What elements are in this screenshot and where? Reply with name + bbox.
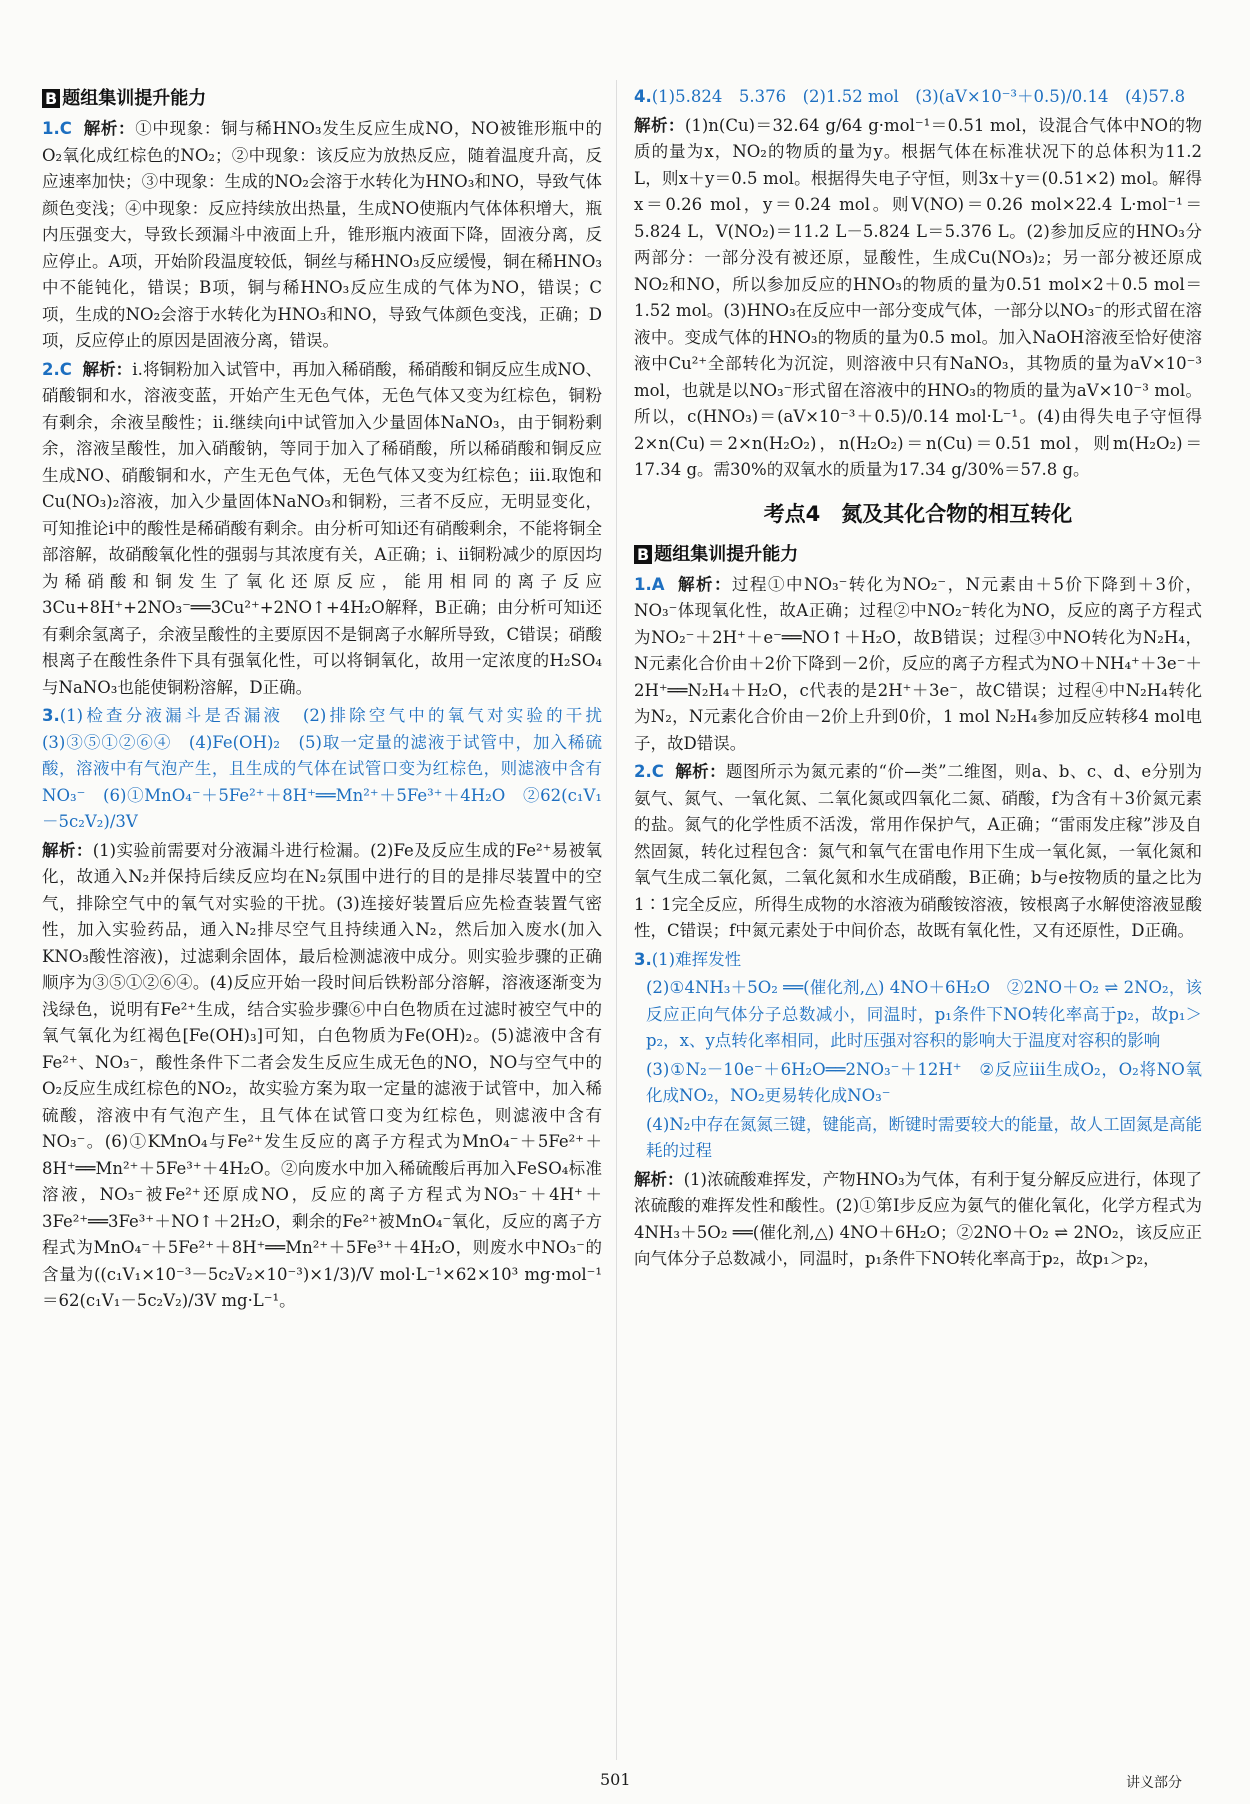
topic4-question-3-answer-3: (3)①N₂－10e⁻＋6H₂O══2NO₃⁻＋12H⁺ ②反应ⅲ生成O₂，O₂将NO氧化成NO₂，NO₂更易转化成NO₃⁻ [646,1059,1202,1105]
section-title: 题组集训提升能力 [654,543,799,565]
topic4-question-3-explanation [634,1167,1202,1273]
topic4-question-3-answer-1 [634,947,1202,974]
right-column [634,84,1202,1275]
topic-heading: 考点4 氮及其化合物的相互转化 [763,501,1073,526]
answer-text: (1)5.824 5.376 (2)1.52 mol (3)(aV×10⁻³＋0.5)/0.14 (4)57.8 [651,87,1186,106]
question-3-answer [42,703,619,836]
section-title: 题组集训提升能力 [62,88,207,109]
explanation-label: 解析： [678,574,733,594]
question-4-explanation [634,113,1202,484]
question-number: 2. [42,359,60,379]
explanation-text: ⅰ.将铜粉加入试管中，再加入稀硝酸，稀硝酸和铜反应生成NO、硝酸铜和水，溶液变蓝，开始产生无色气体，无色气体又变为红棕色，铜粉有剩余，余液呈酸性；ⅱ.继续向ⅰ中试管加入少量固体NaNO₃，由于铜粉剩余，溶液呈酸性，加入硝酸钠，等同于加入了稀硝酸，所以稀硝酸和铜反应生成NO、硝酸铜和水，产生无色气体，无色气体又变为红棕色；ⅲ.取饱和Cu(NO₃)₂溶液，加入少量固体NaNO₃和铜粉，三者不反应，无明显变化，可知推论ⅰ中的酸性是稀硝酸有剩余。由分析可知ⅰ还有硝酸剩余，不能将铜全部溶解，故硝酸氧化性的强弱与其浓度有关，A正确；ⅰ、ⅱ铜粉减少的原因均为稀硝酸和铜发生了氧化还原反应，能用相同的离子反应3Cu+8H⁺+2NO₃⁻══3Cu²⁺+2NO↑+4H₂O解释，B正确；由分析可知ⅰ还有剩余氢离子，余液呈酸性的主要原因不是铜离子水解所导致，C错误；硝酸根离子在酸性条件下具有强氧化性，可以将铜氧化，故用一定浓度的H₂SO₄与NaNO₃也能使铜粉溶解，D正确。 [42,359,602,697]
question-4-answer [634,84,1202,111]
column-divider [616,80,617,1760]
explanation-text: ①中现象：铜与稀HNO₃发生反应生成NO，NO被锥形瓶中的O₂氧化成红棕色的NO₂；②中现象：该反应为放热反应，随着温度升高，反应速率加快；③中现象：生成的NO₂会溶于水转化为HNO₃和NO，导致气体颜色变浅；④中现象：反应持续放出热量，生成NO使瓶内气体体积增大，瓶内压强变大，导致长颈漏斗中液面上升，锥形瓶内液面下降，固液分离，反应停止。A项，开始阶段温度较低，铜丝与稀HNO₃反应缓慢，铜在稀HNO₃中不能钝化，错误；B项，铜与稀HNO₃反应生成的气体为NO，错误；C项，生成的NO₂会溶于水转化为HNO₃和NO，导致气体颜色变浅，正确；D项，反应停止的原因是固液分离，错误。 [42,119,602,350]
topic4-question-3-answer-4: (4)N₂中存在氮氮三键，键能高，断键时需要较大的能量，故人工固氮是高能耗的过程 [646,1114,1202,1160]
topic4-question-3-answer-2: (2)①4NH₃＋5O₂ ══(催化剂,△) 4NO＋6H₂O ②2NO＋O₂ ⇌ 2NO₂，该反应正向气体分子总数减小，同温时，p₁条件下NO转化率高于p₂，故p₁＞p₂，x、y点转化率相同，此时压强对容积的影响大于温度对容积的影响 [646,978,1202,1050]
answer-text: (1)检查分液漏斗是否漏液 (2)排除空气中的氧气对实验的干扰 (3)③⑤①②⑥④ (4)Fe(OH)₂ (5)取一定量的滤液于试管中，加入稀硫酸，溶液中有气泡产生，且生成的气体在试管口变为红棕色，则滤液中含有NO₃⁻ (6)①MnO₄⁻＋5Fe²⁺＋8H⁺══Mn²⁺＋5Fe³⁺＋4H₂O ②62(c₁V₁－5c₂V₂)/3V [42,706,619,831]
section-header [42,84,602,110]
question-number: 1. [634,574,652,594]
question-number: 4. [634,87,652,106]
question-1 [42,116,602,355]
topic4-question-1 [634,572,1202,758]
question-number: 3. [42,706,60,725]
answer-letter: A [651,574,665,594]
question-2 [42,357,602,702]
explanation-label: 解析： [42,840,93,860]
explanation-text: (1)实验前需要对分液漏斗进行检漏。(2)Fe及反应生成的Fe²⁺易被氧化，故通入N₂并保持后续反应均在N₂氛围中进行的目的是排尽装置中的空气，排除空气中的氧气对实验的干扰。(3)连接好装置后应先检查装置气密性，加入实验药品，通入N₂排尽空气且持续通入N₂，然后加入废水(加入KNO₃酸性溶液)，过滤剩余固体，最后检测滤液中成分。则实验步骤的正确顺序为③⑤①②⑥④。(4)反应开始一段时间后铁粉部分溶解，溶液逐渐变为浅绿色，说明有Fe²⁺生成，结合实验步骤⑥中白色物质在过滤时被空气中的氧气氧化为红褐色[Fe(OH)₃]可知，白色物质为Fe(OH)₂。(5)滤液中含有Fe²⁺、NO₃⁻，酸性条件下二者会发生反应生成无色的NO，NO与空气中的O₂反应生成红棕色的NO₂，故实验方案为取一定量的滤液于试管中，加入稀硫酸，溶液中有气泡产生，且气体在试管口变为红棕色，则滤液中含有NO₃⁻。(6)①KMnO₄与Fe²⁺发生反应的离子方程式为MnO₄⁻＋5Fe²⁺＋8H⁺══Mn²⁺＋5Fe³⁺＋4H₂O。②向废水中加入稀硫酸后再加入FeSO₄标准溶液，NO₃⁻被Fe²⁺还原成NO，反应的离子方程式为NO₃⁻＋4H⁺＋3Fe²⁺══3Fe³⁺＋NO↑＋2H₂O，剩余的Fe²⁺被MnO₄⁻氧化，反应的离子方程式为MnO₄⁻＋5Fe²⁺＋8H⁺══Mn²⁺＋5Fe³⁺＋4H₂O，则废水中NO₃⁻的含量为((c₁V₁×10⁻³－5c₂V₂×10⁻³)×1/3)/V mol·L⁻¹×62×10³ mg·mol⁻¹＝62(c₁V₁－5c₂V₂)/3V mg·L⁻¹。 [42,840,603,1310]
explanation-label: 解析： [675,762,727,781]
explanation-label: 解析： [82,359,133,379]
answer-text: (1)难挥发性 [651,949,742,969]
explanation-text: 题图所示为氮元素的“价—类”二维图，则a、b、c、d、e分别为氨气、氮气、一氧化氮、二氧化氮或四氧化二氮、硝酸，f为含有＋3价氮元素的盐。氮气的化学性质不活泼，常用作保护气，A正确；“雷雨发庄稼”涉及自然固氮，转化过程包含：氮气和氧气在雷电作用下生成一氧化氮，一氧化氮和氧气生成二氧化氮，二氧化氮和水生成硝酸，B正确；b与e按物质的量之比为1∶1完全反应，所得生成物的水溶液为硝酸铵溶液，铵根离子水解使溶液显酸性，C错误；f中氮元素处于中间价态，故既有氧化性，又有还原性，D正确。 [634,762,1202,940]
section-badge: B [42,89,60,108]
section-header [634,540,1202,566]
question-3-explanation [42,838,602,1315]
explanation-text: 过程①中NO₃⁻转化为NO₂⁻，N元素由＋5价下降到＋3价，NO₃⁻体现氧化性，故A正确；过程②中NO₂⁻转化为NO，反应的离子方程式为NO₂⁻＋2H⁺＋e⁻══NO↑＋H₂O，故B错误；过程③中NO转化为N₂H₄，N元素化合价由＋2价下降到－2价，反应的离子方程式为NO＋NH₄⁺＋3e⁻＋2H⁺══N₂H₄＋H₂O，c代表的是2H⁺＋3e⁻，故C错误；过程④中N₂H₄转化为N₂，N元素化合价由－2价上升到0价，1 mol N₂H₄参加反应转移4 mol电子，故D错误。 [634,574,1203,753]
answer-letter: C [59,359,72,379]
section-badge: B [634,545,652,564]
answer-letter: C [651,762,664,781]
explanation-label: 解析： [634,115,685,135]
explanation-text: (1)浓硫酸难挥发，产物HNO₃为气体，有利于复分解反应进行，体现了浓硫酸的难挥发性和酸性。(2)①第Ⅰ步反应为氨气的催化氧化，化学方程式为4NH₃＋5O₂ ══(催化剂,△) 4NO＋6H₂O；②2NO＋O₂ ⇌ 2NO₂，该反应正向气体分子总数减小，同温时，p₁条件下NO转化率高于p₂，故p₁＞p₂， [634,1169,1203,1268]
question-number: 3. [634,949,652,969]
explanation-label: 解析： [634,1169,684,1189]
question-number: 1. [42,119,60,138]
answer-letter: C [59,119,72,138]
left-column [42,84,619,1317]
topic4-question-2 [634,759,1202,945]
page-number: 501 [600,1770,631,1789]
explanation-text: (1)n(Cu)＝32.64 g/64 g·mol⁻¹＝0.51 mol，设混合气体中NO的物质的量为x，NO₂的物质的量为y。根据气体在标准状况下的总体积为11.2 L，则x＋y＝0.5 mol。根据得失电子守恒，则3x＋y＝(0.51×2) mol。解得x＝0.26 mol，y＝0.24 mol。则V(NO)＝0.26 mol×22.4 L·mol⁻¹＝5.824 L，V(NO₂)＝11.2 L－5.824 L＝5.376 L。(2)参加反应的HNO₃分两部分：一部分没有被还原，显酸性，生成Cu(NO₃)₂；另一部分被还原成NO₂和NO，所以参加反应的HNO₃的物质的量为0.51 mol×2＋0.5 mol＝1.52 mol。(3)HNO₃在反应中一部分变成气体，一部分以NO₃⁻的形式留在溶液中。变成气体的HNO₃的物质的量为0.5 mol。加入NaOH溶液至恰好使溶液中Cu²⁺全部转化为沉淀，则溶液中只有NaNO₃，其物质的量为aV×10⁻³ mol，也就是以NO₃⁻形式留在溶液中的HNO₃的物质的量为aV×10⁻³ mol。所以，c(HNO₃)＝(aV×10⁻³＋0.5)/0.14 mol·L⁻¹。(4)由得失电子守恒得2×n(Cu)＝2×n(H₂O₂)，n(H₂O₂)＝n(Cu)＝0.51 mol，则m(H₂O₂)＝17.34 g。需30%的双氧水的质量为17.34 g/30%＝57.8 g。 [634,115,1203,479]
explanation-label: 解析： [83,119,136,138]
question-number: 2. [634,762,652,781]
footer-label: 讲义部分 [1126,1775,1182,1791]
